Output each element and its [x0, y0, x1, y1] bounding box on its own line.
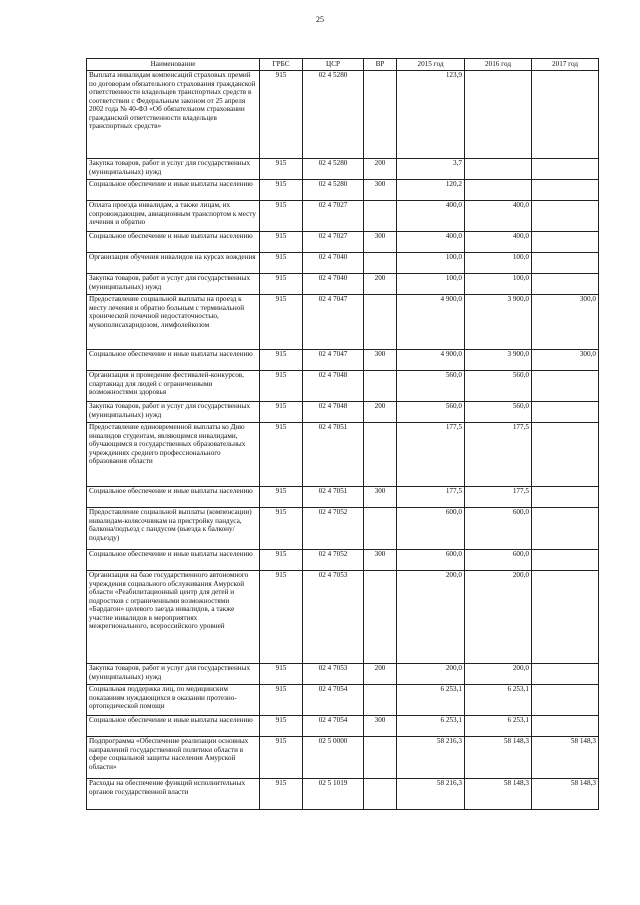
cell-vr [364, 201, 397, 232]
cell-2016: 58 148,3 [465, 737, 532, 779]
cell-grbs: 915 [260, 350, 303, 371]
cell-2015: 120,2 [397, 180, 465, 201]
cell-csr: 02 5 1019 [303, 779, 364, 810]
header-grbs: ГРБС [260, 59, 303, 71]
header-2016: 2016 год [465, 59, 532, 71]
cell-2015: 400,0 [397, 201, 465, 232]
cell-name: Социальное обеспечение и иные выплаты населению [87, 180, 260, 201]
cell-grbs: 915 [260, 685, 303, 716]
cell-2015: 177,5 [397, 423, 465, 487]
cell-grbs: 915 [260, 402, 303, 423]
cell-csr: 02 4 7054 [303, 716, 364, 737]
cell-csr: 02 4 7054 [303, 685, 364, 716]
cell-name: Предоставление социальной выплаты (компенсации) инвалидам-колясочникам на пристройку пандуса, балкона/подъезд с пандусом (выезда к балкону/подъезду) [87, 508, 260, 550]
cell-csr: 02 4 7027 [303, 201, 364, 232]
cell-2016: 600,0 [465, 550, 532, 571]
cell-2015: 600,0 [397, 550, 465, 571]
cell-grbs: 915 [260, 371, 303, 402]
cell-2017 [532, 402, 599, 423]
cell-grbs: 915 [260, 159, 303, 180]
cell-name: Социальное обеспечение и иные выплаты населению [87, 716, 260, 737]
cell-name: Социальное обеспечение и иные выплаты населению [87, 350, 260, 371]
header-2017: 2017 год [532, 59, 599, 71]
cell-vr: 200 [364, 664, 397, 685]
cell-name: Оплата проезда инвалидам, а также лицам, их сопровождающим, авиационным транспортом к месту лечения и обратно [87, 201, 260, 232]
cell-vr [364, 295, 397, 350]
cell-2016: 400,0 [465, 232, 532, 253]
cell-name: Социальное обеспечение и иные выплаты населению [87, 487, 260, 508]
cell-csr: 02 4 7051 [303, 423, 364, 487]
cell-csr: 02 4 7047 [303, 295, 364, 350]
cell-csr: 02 4 5280 [303, 159, 364, 180]
cell-2015: 200,0 [397, 571, 465, 664]
table-header-row [87, 59, 599, 71]
cell-2017 [532, 508, 599, 550]
cell-2016 [465, 71, 532, 159]
cell-2017 [532, 232, 599, 253]
page-number: 25 [316, 15, 324, 24]
cell-grbs: 915 [260, 180, 303, 201]
cell-2015: 200,0 [397, 664, 465, 685]
cell-2017 [532, 201, 599, 232]
cell-vr: 200 [364, 274, 397, 295]
cell-2015: 100,0 [397, 253, 465, 274]
cell-grbs: 915 [260, 71, 303, 159]
cell-grbs: 915 [260, 232, 303, 253]
cell-2016: 177,5 [465, 423, 532, 487]
cell-vr: 300 [364, 487, 397, 508]
cell-name: Предоставление социальной выплаты на проезд к месту лечения и обратно больным с терминальной хронической почечной недостаточностью, мукополисахаридозом, лимфолейкозом [87, 295, 260, 350]
table-row [87, 295, 599, 350]
cell-vr [364, 508, 397, 550]
cell-csr: 02 4 7052 [303, 508, 364, 550]
cell-grbs: 915 [260, 550, 303, 571]
cell-name: Подпрограмма «Обеспечение реализации основных направлений государственной политики области в сфере социальной защиты населения Амурской области» [87, 737, 260, 779]
table-row [87, 508, 599, 550]
cell-2016: 560,0 [465, 371, 532, 402]
cell-2016 [465, 159, 532, 180]
cell-2016: 100,0 [465, 274, 532, 295]
cell-vr [364, 571, 397, 664]
cell-vr: 300 [364, 550, 397, 571]
cell-grbs: 915 [260, 779, 303, 810]
cell-csr: 02 4 7027 [303, 232, 364, 253]
table-row [87, 664, 599, 685]
cell-vr: 200 [364, 159, 397, 180]
cell-2017 [532, 159, 599, 180]
cell-2017: 300,0 [532, 350, 599, 371]
cell-2017 [532, 371, 599, 402]
cell-2017 [532, 550, 599, 571]
cell-name: Расходы на обеспечение функций исполнительных органов государственной власти [87, 779, 260, 810]
cell-2015: 6 253,1 [397, 685, 465, 716]
table-row [87, 253, 599, 274]
cell-2017 [532, 685, 599, 716]
cell-2016: 100,0 [465, 253, 532, 274]
cell-2016: 177,5 [465, 487, 532, 508]
cell-2016: 600,0 [465, 508, 532, 550]
cell-grbs: 915 [260, 253, 303, 274]
cell-2015: 177,5 [397, 487, 465, 508]
cell-csr: 02 4 7047 [303, 350, 364, 371]
cell-2016: 200,0 [465, 571, 532, 664]
cell-2017 [532, 253, 599, 274]
cell-vr: 300 [364, 180, 397, 201]
table-row [87, 201, 599, 232]
table-row [87, 402, 599, 423]
budget-table [86, 58, 599, 810]
cell-vr [364, 71, 397, 159]
cell-2015: 600,0 [397, 508, 465, 550]
cell-name: Закупка товаров, работ и услуг для государственных (муниципальных) нужд [87, 402, 260, 423]
table-row [87, 180, 599, 201]
cell-grbs: 915 [260, 274, 303, 295]
table-row [87, 371, 599, 402]
cell-2015: 560,0 [397, 371, 465, 402]
cell-2016: 58 148,3 [465, 779, 532, 810]
cell-vr [364, 737, 397, 779]
table-row [87, 685, 599, 716]
cell-2016: 560,0 [465, 402, 532, 423]
cell-2016: 3 900,0 [465, 295, 532, 350]
cell-name: Закупка товаров, работ и услуг для государственных (муниципальных) нужд [87, 274, 260, 295]
cell-name: Организация на базе государственного автономного учреждения социального обслуживания Амурской области «Реабилитационный центр для детей и подростков с ограниченными возможностями «Бардагон» целевого заезда инвалидов, а также участие инвалидов в мероприятиях межрегионального, всероссийского уровней [87, 571, 260, 664]
cell-2016: 6 253,1 [465, 685, 532, 716]
cell-vr: 300 [364, 716, 397, 737]
table-row [87, 779, 599, 810]
cell-name: Закупка товаров, работ и услуг для государственных (муниципальных) нужд [87, 159, 260, 180]
table-row [87, 737, 599, 779]
cell-vr: 300 [364, 350, 397, 371]
cell-2017 [532, 423, 599, 487]
cell-grbs: 915 [260, 664, 303, 685]
cell-name: Организация и проведение фестивалей-конкурсов, спартакиад для людей с ограниченными возможностями здоровья [87, 371, 260, 402]
cell-2017: 300,0 [532, 295, 599, 350]
cell-csr: 02 4 5280 [303, 180, 364, 201]
cell-csr: 02 4 7048 [303, 402, 364, 423]
table-row [87, 550, 599, 571]
cell-2016 [465, 180, 532, 201]
cell-name: Закупка товаров, работ и услуг для государственных (муниципальных) нужд [87, 664, 260, 685]
cell-csr: 02 4 7052 [303, 550, 364, 571]
cell-grbs: 915 [260, 201, 303, 232]
cell-name: Выплата инвалидам компенсаций страховых премий по договорам обязательного страхования гражданской ответственности владельцев транспортных средств в соответствии с Федеральным законом от 25 апреля 2002 года № 40-ФЗ «Об обязательном страховании гражданской ответственности владельцев транспортных средств» [87, 71, 260, 159]
table-row [87, 232, 599, 253]
header-vr: ВР [364, 59, 397, 71]
cell-2017 [532, 664, 599, 685]
cell-2015: 560,0 [397, 402, 465, 423]
cell-vr [364, 253, 397, 274]
table-row [87, 159, 599, 180]
cell-csr: 02 5 0000 [303, 737, 364, 779]
cell-2016: 200,0 [465, 664, 532, 685]
cell-grbs: 915 [260, 716, 303, 737]
cell-csr: 02 4 7053 [303, 664, 364, 685]
cell-2016: 400,0 [465, 201, 532, 232]
cell-vr: 200 [364, 402, 397, 423]
cell-name: Организация обучения инвалидов на курсах вождения [87, 253, 260, 274]
table-row [87, 350, 599, 371]
cell-2017: 58 148,3 [532, 737, 599, 779]
cell-2017: 58 148,3 [532, 779, 599, 810]
table-row [87, 716, 599, 737]
cell-2015: 58 216,3 [397, 737, 465, 779]
cell-grbs: 915 [260, 487, 303, 508]
cell-2016: 6 253,1 [465, 716, 532, 737]
cell-vr [364, 779, 397, 810]
cell-2015: 6 253,1 [397, 716, 465, 737]
cell-grbs: 915 [260, 737, 303, 779]
cell-csr: 02 4 5280 [303, 71, 364, 159]
cell-name: Предоставление единовременной выплаты ко Дню инвалидов студентам, являющимся инвалидами, обучающимся в государственных образовательных учреждениях среднего профессионального образования области [87, 423, 260, 487]
cell-grbs: 915 [260, 508, 303, 550]
table-row [87, 71, 599, 159]
table-row [87, 487, 599, 508]
cell-2015: 58 216,3 [397, 779, 465, 810]
table-row [87, 571, 599, 664]
cell-grbs: 915 [260, 423, 303, 487]
cell-vr [364, 685, 397, 716]
cell-name: Социальное обеспечение и иные выплаты населению [87, 550, 260, 571]
cell-2017 [532, 274, 599, 295]
cell-2015: 123,9 [397, 71, 465, 159]
header-2015: 2015 год [397, 59, 465, 71]
cell-name: Социальное обеспечение и иные выплаты населению [87, 232, 260, 253]
cell-csr: 02 4 7040 [303, 253, 364, 274]
cell-2015: 4 900,0 [397, 350, 465, 371]
cell-name: Социальная поддержка лиц, по медицинским показаниям нуждающихся в оказании протезно-ортопедической помощи [87, 685, 260, 716]
cell-2017 [532, 571, 599, 664]
cell-2015: 4 900,0 [397, 295, 465, 350]
cell-2015: 3,7 [397, 159, 465, 180]
cell-2015: 400,0 [397, 232, 465, 253]
cell-vr: 300 [364, 232, 397, 253]
header-csr: ЦСР [303, 59, 364, 71]
cell-2015: 100,0 [397, 274, 465, 295]
cell-csr: 02 4 7048 [303, 371, 364, 402]
cell-csr: 02 4 7053 [303, 571, 364, 664]
cell-2017 [532, 716, 599, 737]
cell-2017 [532, 71, 599, 159]
table-row [87, 423, 599, 487]
cell-grbs: 915 [260, 295, 303, 350]
cell-vr [364, 423, 397, 487]
cell-csr: 02 4 7051 [303, 487, 364, 508]
cell-csr: 02 4 7040 [303, 274, 364, 295]
cell-2016: 3 900,0 [465, 350, 532, 371]
table-row [87, 274, 599, 295]
cell-2017 [532, 180, 599, 201]
cell-grbs: 915 [260, 571, 303, 664]
cell-2017 [532, 487, 599, 508]
header-name: Наименование [87, 59, 260, 71]
cell-vr [364, 371, 397, 402]
